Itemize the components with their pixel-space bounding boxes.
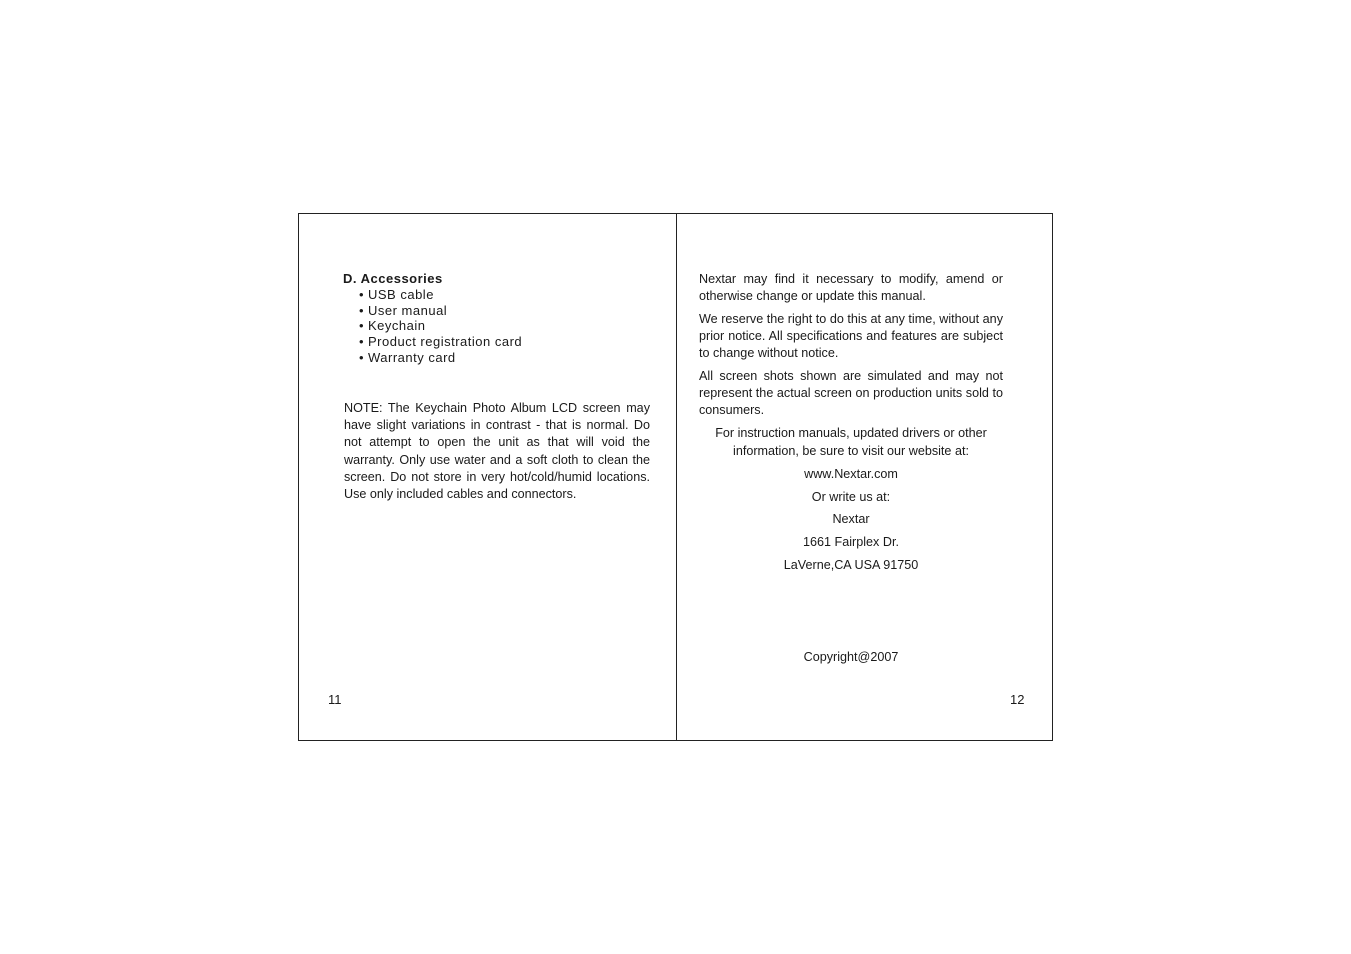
city-address: LaVerne,CA USA 91750: [783, 558, 919, 572]
accessory-label: Product registration card: [368, 334, 523, 350]
street-address: 1661 Fairplex Dr.: [803, 535, 899, 549]
page-11: [299, 214, 677, 740]
write-us-text: Or write us at:: [811, 490, 891, 504]
list-item: [359, 303, 522, 319]
accessory-label: USB cable: [368, 286, 434, 302]
page-12: [677, 214, 1052, 740]
accessories-list: [343, 287, 522, 366]
list-item: [359, 334, 522, 350]
bullet-icon: •: [359, 349, 365, 365]
copyright-text: Copyright@2007: [803, 650, 899, 664]
lcd-note: NOTE: The Keychain Photo Album LCD screen may have slight variations in contrast - that is normal. Do not attempt to open the unit as that will void the warranty. Only use water and a soft cloth to clean the screen. Do not store in very hot/cold/humid locations. Use only included cables and connectors.: [344, 401, 650, 502]
bullet-icon: •: [359, 302, 365, 318]
page-number: 12: [1010, 692, 1025, 707]
manual-spread: [298, 213, 1053, 741]
accessories-section: [343, 271, 522, 366]
instruction-line-2: information, be sure to visit our website at:: [733, 444, 969, 458]
bullet-icon: •: [359, 334, 365, 350]
list-item: [359, 287, 522, 303]
page-number: 11: [328, 692, 342, 707]
accessory-label: Warranty card: [368, 349, 456, 365]
list-item: [359, 350, 522, 366]
accessory-label: Keychain: [368, 318, 426, 334]
company-name: Nextar: [832, 512, 870, 526]
bullet-icon: •: [359, 318, 365, 334]
modify-paragraph: Nextar may find it necessary to modify, amend or otherwise change or update this manual.: [699, 272, 1003, 304]
screenshots-paragraph: All screen shots shown are simulated and may not represent the actual screen on production units sold to consumers.: [699, 369, 1003, 418]
accessory-label: User manual: [368, 302, 448, 318]
bullet-icon: •: [359, 286, 365, 302]
website-text: www.Nextar.com: [804, 467, 898, 481]
instruction-line-1: For instruction manuals, updated drivers or other: [715, 426, 987, 440]
reserve-right-paragraph: We reserve the right to do this at any time, without any prior notice. All specifications and features are subject to change without notice.: [699, 312, 1003, 361]
list-item: [359, 318, 522, 334]
accessories-heading: D. Accessories: [343, 271, 443, 286]
